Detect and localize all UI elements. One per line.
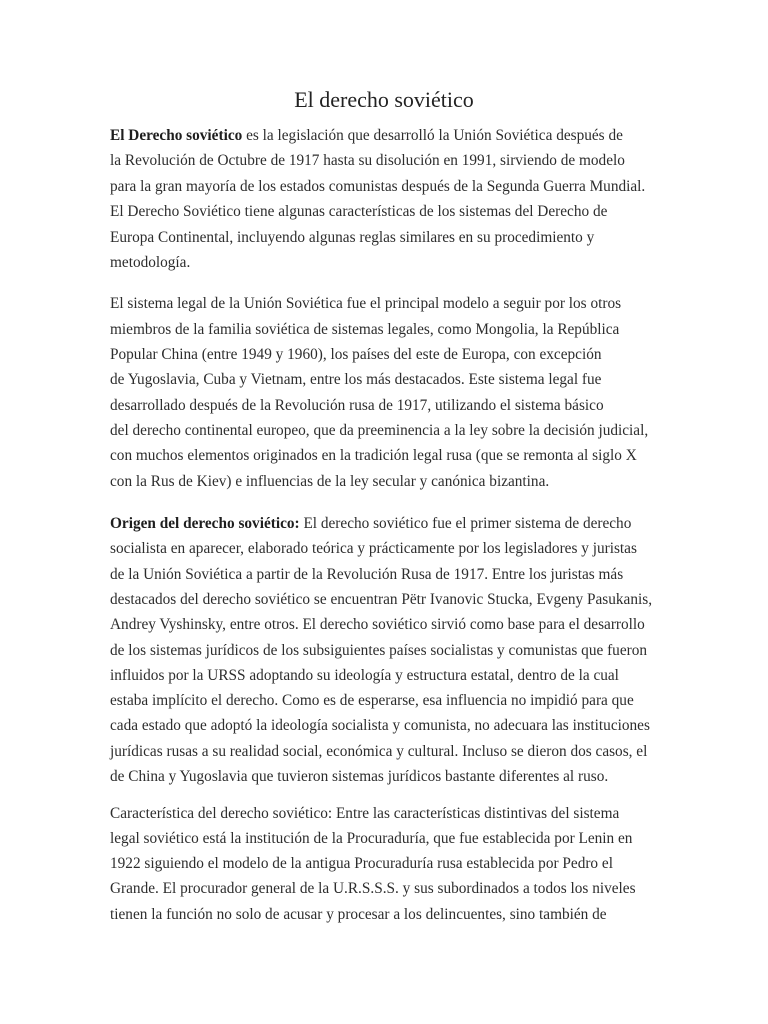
text-line: destacados del derecho soviético se encuentran Pëtr Ivanovic Stucka, Evgeny Pasukanis, xyxy=(110,591,653,608)
text-line: 1922 siguiendo el modelo de la antigua Procuraduría rusa establecida por Pedro el xyxy=(110,855,613,872)
text-line: para la gran mayoría de los estados comunistas después de la Segunda Guerra Mundial. xyxy=(110,178,646,195)
text-line: cada estado que adoptó la ideología socialista y comunista, no adecuara las instituciones xyxy=(110,717,650,734)
bold-lead: Origen del derecho soviético: xyxy=(110,515,300,532)
text-line: desarrollado después de la Revolución rusa de 1917, utilizando el sistema básico xyxy=(110,397,604,414)
text-line: miembros de la familia soviética de sistemas legales, como Mongolia, la República xyxy=(110,321,620,338)
text-line: de Yugoslavia, Cuba y Vietnam, entre los más destacados. Este sistema legal fue xyxy=(110,371,602,388)
text-line: Andrey Vyshinsky, entre otros. El derecho soviético sirvió como base para el desarrollo xyxy=(110,616,645,633)
document-title: El derecho soviético xyxy=(294,87,474,112)
text-line xyxy=(110,514,631,534)
text-line: socialista en aparecer, elaborado teórica y prácticamente por los legisladores y juristas xyxy=(110,540,637,557)
bold-lead: El Derecho soviético xyxy=(110,127,243,144)
text-line: de la Unión Soviética a partir de la Revolución Rusa de 1917. Entre los juristas más xyxy=(110,566,624,583)
text-run: es la legislación que desarrolló la Unión Soviética después de xyxy=(242,127,623,144)
text-line: con la Rus de Kiev) e influencias de la ley secular y canónica bizantina. xyxy=(110,473,550,490)
text-line: de China y Yugoslavia que tuvieron sistemas jurídicos bastante diferentes al ruso. xyxy=(110,768,609,785)
text-line: El Derecho Soviético tiene algunas características de los sistemas del Derecho de xyxy=(110,203,608,220)
text-line: Característica del derecho soviético: Entre las características distintivas del sistema xyxy=(110,805,620,822)
text-line: influidos por la URSS adoptando su ideología y estructura estatal, dentro de la cual xyxy=(110,667,619,684)
text-run: El derecho soviético fue el primer sistema de derecho xyxy=(299,515,632,532)
text-line: legal soviético está la institución de la Procuraduría, que fue establecida por Lenin en xyxy=(110,830,633,847)
text-line: del derecho continental europeo, que da preeminencia a la ley sobre la decisión judicial, xyxy=(110,422,649,439)
text-line: de los sistemas jurídicos de los subsiguientes países socialistas y comunistas que fueron xyxy=(110,642,648,659)
text-line xyxy=(110,126,623,146)
text-line: la Revolución de Octubre de 1917 hasta su disolución en 1991, sirviendo de modelo xyxy=(110,152,625,169)
text-line: Europa Continental, incluyendo algunas reglas similares en su procedimiento y xyxy=(110,229,595,246)
text-line: metodología. xyxy=(110,254,191,271)
text-line: jurídicas rusas a su realidad social, económica y cultural. Incluso se dieron dos casos, el xyxy=(110,743,648,760)
text-line: Grande. El procurador general de la U.R.S.S.S. y sus subordinados a todos los niveles xyxy=(110,880,636,897)
text-line: con muchos elementos originados en la tradición legal rusa (que se remonta al siglo X xyxy=(110,447,637,464)
text-line: tienen la función no solo de acusar y procesar a los delincuentes, sino también de xyxy=(110,906,607,923)
text-line: Popular China (entre 1949 y 1960), los países del este de Europa, con excepción xyxy=(110,346,602,363)
text-line: estaba implícito el derecho. Como es de esperarse, esa influencia no impidió para que xyxy=(110,692,634,709)
text-line: El sistema legal de la Unión Soviética fue el principal modelo a seguir por los otros xyxy=(110,295,622,312)
